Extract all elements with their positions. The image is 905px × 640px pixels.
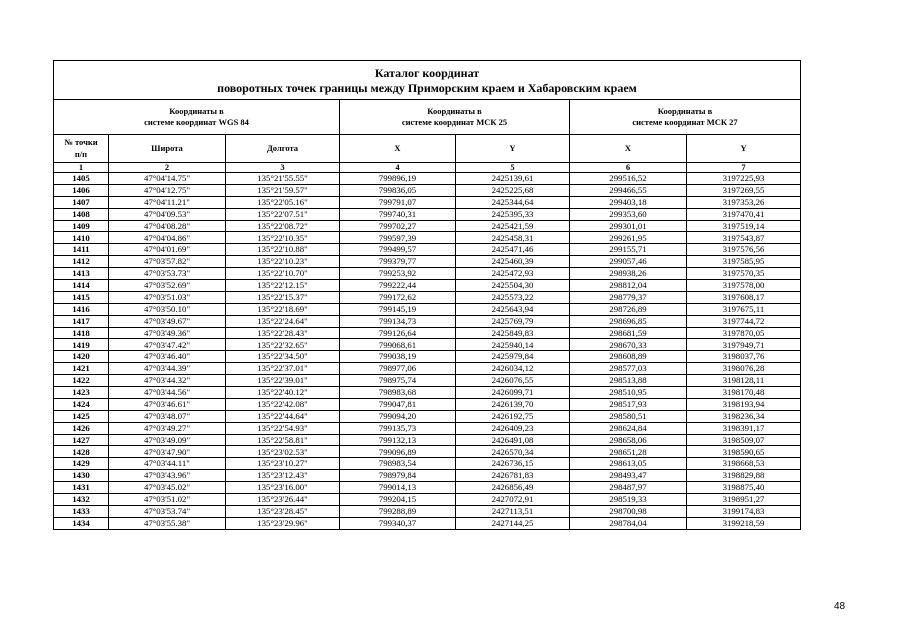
table-row: [54, 482, 801, 494]
msk25-x-cell: 799896,19: [340, 173, 456, 185]
msk27-y-cell: 3197570,35: [687, 268, 801, 280]
msk25-x-cell: 799740,31: [340, 208, 456, 220]
msk25-y-cell: 2425472,93: [456, 268, 570, 280]
msk25-x-cell: 799253,92: [340, 268, 456, 280]
point-number-cell: 1428: [54, 446, 109, 458]
table-row: [54, 303, 801, 315]
table-row: [54, 173, 801, 185]
header-longitude: Долгота: [226, 135, 340, 163]
msk25-x-cell: 798975,74: [340, 375, 456, 387]
msk25-y-cell: 2425979,84: [456, 351, 570, 363]
longitude-cell: 135°23'12.43": [226, 470, 340, 482]
longitude-cell: 135°23'16.00": [226, 482, 340, 494]
table-row: [54, 494, 801, 506]
table-row: [54, 339, 801, 351]
latitude-cell: 47°03'48.07": [109, 410, 226, 422]
msk27-x-cell: 298493,47: [570, 470, 687, 482]
point-number-cell: 1427: [54, 434, 109, 446]
table-row: [54, 363, 801, 375]
table-row: [54, 387, 801, 399]
latitude-cell: 47°03'53.74": [109, 505, 226, 517]
msk27-x-cell: 299261,95: [570, 232, 687, 244]
latitude-cell: 47°03'51.02": [109, 494, 226, 506]
msk25-y-cell: 2425344,64: [456, 196, 570, 208]
latitude-cell: 47°04'11.21": [109, 196, 226, 208]
header-latitude: Широта: [109, 135, 226, 163]
msk27-x-cell: 298938,26: [570, 268, 687, 280]
msk27-x-cell: 298608,89: [570, 351, 687, 363]
longitude-cell: 135°22'10.70": [226, 268, 340, 280]
point-number-cell: 1412: [54, 256, 109, 268]
msk25-x-cell: 799702,27: [340, 220, 456, 232]
msk27-x-cell: 298726,89: [570, 303, 687, 315]
table-row: [54, 410, 801, 422]
msk25-y-cell: 2425458,31: [456, 232, 570, 244]
latitude-cell: 47°03'47.42": [109, 339, 226, 351]
latitude-cell: 47°03'51.03": [109, 291, 226, 303]
msk25-x-cell: 798983,54: [340, 458, 456, 470]
point-number-cell: 1432: [54, 494, 109, 506]
catalog-title-cell: [54, 61, 801, 100]
point-number-cell: 1422: [54, 375, 109, 387]
msk25-x-cell: 799791,07: [340, 196, 456, 208]
msk25-x-cell: 799172,62: [340, 291, 456, 303]
msk27-y-cell: 3198829,88: [687, 470, 801, 482]
header-wgs84: Координаты в системе координат WGS 84: [54, 100, 340, 135]
latitude-cell: 47°03'49.27": [109, 422, 226, 434]
latitude-cell: 47°03'50.10": [109, 303, 226, 315]
msk27-x-cell: 298670,33: [570, 339, 687, 351]
msk25-x-cell: 799068,61: [340, 339, 456, 351]
point-number-cell: 1425: [54, 410, 109, 422]
point-number-cell: 1431: [54, 482, 109, 494]
point-number-cell: 1410: [54, 232, 109, 244]
msk27-x-cell: 299057,46: [570, 256, 687, 268]
msk25-y-cell: 2425573,22: [456, 291, 570, 303]
column-number: 7: [687, 163, 801, 173]
msk27-y-cell: 3197870,05: [687, 327, 801, 339]
msk27-y-cell: 3197576,56: [687, 244, 801, 256]
msk25-x-cell: 798983,68: [340, 387, 456, 399]
table-row: [54, 184, 801, 196]
latitude-cell: 47°03'55.38": [109, 517, 226, 529]
latitude-cell: 47°04'04.86": [109, 232, 226, 244]
msk27-x-cell: 298519,33: [570, 494, 687, 506]
longitude-cell: 135°21'55.55": [226, 173, 340, 185]
table-row: [54, 291, 801, 303]
latitude-cell: 47°03'44.56": [109, 387, 226, 399]
msk25-y-cell: 2425769,79: [456, 315, 570, 327]
latitude-cell: 47°03'46.61": [109, 398, 226, 410]
msk27-y-cell: 3198668,53: [687, 458, 801, 470]
longitude-cell: 135°22'12.15": [226, 280, 340, 292]
longitude-cell: 135°22'28.43": [226, 327, 340, 339]
column-number: 1: [54, 163, 109, 173]
msk25-y-cell: 2427144,25: [456, 517, 570, 529]
point-number-cell: 1429: [54, 458, 109, 470]
longitude-cell: 135°23'10.27": [226, 458, 340, 470]
column-number: 6: [570, 163, 687, 173]
catalog-title: Каталог координат: [374, 65, 480, 80]
header-msk25: Координаты в системе координат МСК 25: [340, 100, 570, 135]
msk25-y-cell: 2425471,46: [456, 244, 570, 256]
point-number-cell: 1424: [54, 398, 109, 410]
longitude-cell: 135°22'37.01": [226, 363, 340, 375]
point-number-cell: 1417: [54, 315, 109, 327]
latitude-cell: 47°03'44.11": [109, 458, 226, 470]
msk27-y-cell: 3198391,17: [687, 422, 801, 434]
msk25-y-cell: 2426139,70: [456, 398, 570, 410]
msk27-y-cell: 3199174,83: [687, 505, 801, 517]
msk25-x-cell: 799340,37: [340, 517, 456, 529]
point-number-cell: 1434: [54, 517, 109, 529]
latitude-cell: 47°03'52.69": [109, 280, 226, 292]
msk25-x-cell: 799038,19: [340, 351, 456, 363]
table-row: [54, 244, 801, 256]
msk27-x-cell: 298510,95: [570, 387, 687, 399]
longitude-cell: 135°22'24.64": [226, 315, 340, 327]
longitude-cell: 135°22'42.08": [226, 398, 340, 410]
column-number: 3: [226, 163, 340, 173]
coordinate-rows: [54, 173, 801, 530]
msk25-y-cell: 2425940,14: [456, 339, 570, 351]
longitude-cell: 135°22'15.37": [226, 291, 340, 303]
header-msk25-x: X: [340, 135, 456, 163]
msk27-y-cell: 3197353,26: [687, 196, 801, 208]
table-row: [54, 196, 801, 208]
msk27-y-cell: 3197949,71: [687, 339, 801, 351]
table-row: [54, 422, 801, 434]
latitude-cell: 47°03'49.36": [109, 327, 226, 339]
latitude-cell: 47°03'46.40": [109, 351, 226, 363]
latitude-cell: 47°04'01.69": [109, 244, 226, 256]
longitude-cell: 135°22'54.93": [226, 422, 340, 434]
longitude-cell: 135°22'07.51": [226, 208, 340, 220]
latitude-cell: 47°04'08.28": [109, 220, 226, 232]
longitude-cell: 135°22'08.72": [226, 220, 340, 232]
msk27-y-cell: 3197675,11: [687, 303, 801, 315]
latitude-cell: 47°03'57.82": [109, 256, 226, 268]
msk27-y-cell: 3197470,41: [687, 208, 801, 220]
longitude-cell: 135°22'10.35": [226, 232, 340, 244]
latitude-cell: 47°03'49.67": [109, 315, 226, 327]
table-row: [54, 268, 801, 280]
column-number: 4: [340, 163, 456, 173]
header-msk27-y: Y: [687, 135, 801, 163]
latitude-cell: 47°03'45.02": [109, 482, 226, 494]
msk25-x-cell: 799499,57: [340, 244, 456, 256]
longitude-cell: 135°22'18.69": [226, 303, 340, 315]
msk25-y-cell: 2426781,83: [456, 470, 570, 482]
msk27-x-cell: 298784,04: [570, 517, 687, 529]
longitude-cell: 135°22'10.23": [226, 256, 340, 268]
point-number-cell: 1426: [54, 422, 109, 434]
msk27-y-cell: 3197585,95: [687, 256, 801, 268]
msk27-y-cell: 3198037,76: [687, 351, 801, 363]
point-number-cell: 1421: [54, 363, 109, 375]
msk27-y-cell: 3197744,72: [687, 315, 801, 327]
msk27-y-cell: 3197519,14: [687, 220, 801, 232]
latitude-cell: 47°03'47.90": [109, 446, 226, 458]
msk25-y-cell: 2426736,15: [456, 458, 570, 470]
latitude-cell: 47°04'14.75": [109, 173, 226, 185]
msk27-y-cell: 3198236,34: [687, 410, 801, 422]
table-row: [54, 232, 801, 244]
longitude-cell: 135°22'58.81": [226, 434, 340, 446]
msk25-y-cell: 2425504,30: [456, 280, 570, 292]
msk25-y-cell: 2427072,91: [456, 494, 570, 506]
msk27-x-cell: 298613,05: [570, 458, 687, 470]
msk25-x-cell: 798979,84: [340, 470, 456, 482]
table-row: [54, 458, 801, 470]
latitude-cell: 47°03'44.39": [109, 363, 226, 375]
msk27-x-cell: 299301,01: [570, 220, 687, 232]
table-row: [54, 256, 801, 268]
msk27-y-cell: 3198128,11: [687, 375, 801, 387]
longitude-cell: 135°22'40.12": [226, 387, 340, 399]
longitude-cell: 135°22'10.88": [226, 244, 340, 256]
msk27-x-cell: 298681,59: [570, 327, 687, 339]
table-row: [54, 208, 801, 220]
point-number-cell: 1405: [54, 173, 109, 185]
column-number-row: [54, 163, 801, 173]
longitude-cell: 135°23'26.44": [226, 494, 340, 506]
msk25-x-cell: 799597,39: [340, 232, 456, 244]
msk27-x-cell: 298812,04: [570, 280, 687, 292]
msk27-x-cell: 299466,55: [570, 184, 687, 196]
point-number-cell: 1414: [54, 280, 109, 292]
msk27-x-cell: 298658,06: [570, 434, 687, 446]
coordinate-catalog-sheet: [53, 60, 800, 530]
msk27-x-cell: 299516,52: [570, 173, 687, 185]
msk25-x-cell: 799132,13: [340, 434, 456, 446]
table-row: [54, 375, 801, 387]
point-number-cell: 1413: [54, 268, 109, 280]
longitude-cell: 135°22'05.16": [226, 196, 340, 208]
msk25-y-cell: 2425421,59: [456, 220, 570, 232]
point-number-cell: 1419: [54, 339, 109, 351]
longitude-cell: 135°22'39.01": [226, 375, 340, 387]
table-row: [54, 280, 801, 292]
msk25-x-cell: 798977,06: [340, 363, 456, 375]
msk25-x-cell: 799288,89: [340, 505, 456, 517]
msk27-y-cell: 3198509,07: [687, 434, 801, 446]
header-msk27-x: X: [570, 135, 687, 163]
longitude-cell: 135°22'44.64": [226, 410, 340, 422]
msk25-x-cell: 799222,44: [340, 280, 456, 292]
msk27-y-cell: 3198875,40: [687, 482, 801, 494]
msk27-y-cell: 3198170,48: [687, 387, 801, 399]
latitude-cell: 47°03'53.73": [109, 268, 226, 280]
table-row: [54, 315, 801, 327]
point-number-cell: 1420: [54, 351, 109, 363]
longitude-cell: 135°22'34.50": [226, 351, 340, 363]
msk25-y-cell: 2425849,83: [456, 327, 570, 339]
msk27-y-cell: 3198590,65: [687, 446, 801, 458]
latitude-cell: 47°03'43.96": [109, 470, 226, 482]
latitude-cell: 47°04'12.75": [109, 184, 226, 196]
msk25-y-cell: 2425460,39: [456, 256, 570, 268]
table-row: [54, 434, 801, 446]
msk27-x-cell: 299353,60: [570, 208, 687, 220]
table-row: [54, 517, 801, 529]
longitude-cell: 135°22'32.65": [226, 339, 340, 351]
point-number-cell: 1415: [54, 291, 109, 303]
header-point-number: № точки п/п: [54, 135, 109, 163]
msk25-y-cell: 2425395,33: [456, 208, 570, 220]
msk25-x-cell: 799135,73: [340, 422, 456, 434]
msk27-y-cell: 3197578,00: [687, 280, 801, 292]
latitude-cell: 47°04'09.53": [109, 208, 226, 220]
msk25-y-cell: 2426034,12: [456, 363, 570, 375]
msk27-x-cell: 298624,84: [570, 422, 687, 434]
msk27-y-cell: 3198076,28: [687, 363, 801, 375]
msk27-y-cell: 3197225,93: [687, 173, 801, 185]
table-row: [54, 470, 801, 482]
msk25-y-cell: 2425643,94: [456, 303, 570, 315]
msk25-y-cell: 2426856,49: [456, 482, 570, 494]
msk27-x-cell: 299155,71: [570, 244, 687, 256]
column-number: 2: [109, 163, 226, 173]
point-number-cell: 1407: [54, 196, 109, 208]
catalog-subtitle: поворотных точек границы между Приморским краем и Хабаровским краем: [217, 80, 637, 95]
msk27-x-cell: 298779,37: [570, 291, 687, 303]
point-number-cell: 1416: [54, 303, 109, 315]
page-number: 48: [834, 601, 846, 612]
msk25-y-cell: 2426076,55: [456, 375, 570, 387]
msk25-x-cell: 799047,81: [340, 398, 456, 410]
msk27-x-cell: 298580,51: [570, 410, 687, 422]
msk25-x-cell: 799096,89: [340, 446, 456, 458]
msk27-x-cell: 298651,28: [570, 446, 687, 458]
msk25-y-cell: 2426491,08: [456, 434, 570, 446]
point-number-cell: 1430: [54, 470, 109, 482]
table-row: [54, 220, 801, 232]
point-number-cell: 1433: [54, 505, 109, 517]
msk27-x-cell: 298513,88: [570, 375, 687, 387]
point-number-cell: 1409: [54, 220, 109, 232]
msk27-y-cell: 3199218,59: [687, 517, 801, 529]
msk25-x-cell: 799836,05: [340, 184, 456, 196]
longitude-cell: 135°23'28.45": [226, 505, 340, 517]
msk27-x-cell: 298577,03: [570, 363, 687, 375]
coordinate-catalog-table: [53, 60, 801, 530]
msk25-y-cell: 2426192,75: [456, 410, 570, 422]
longitude-cell: 135°23'29.96": [226, 517, 340, 529]
msk25-y-cell: 2427113,51: [456, 505, 570, 517]
msk27-y-cell: 3197269,55: [687, 184, 801, 196]
table-row: [54, 327, 801, 339]
msk25-y-cell: 2426409,23: [456, 422, 570, 434]
table-row: [54, 398, 801, 410]
table-row: [54, 446, 801, 458]
msk25-x-cell: 799134,73: [340, 315, 456, 327]
msk25-x-cell: 799094,20: [340, 410, 456, 422]
msk27-x-cell: 299403,18: [570, 196, 687, 208]
msk25-y-cell: 2426570,34: [456, 446, 570, 458]
msk27-y-cell: 3198193,94: [687, 398, 801, 410]
point-number-cell: 1411: [54, 244, 109, 256]
msk25-x-cell: 799145,19: [340, 303, 456, 315]
msk25-x-cell: 799126,64: [340, 327, 456, 339]
table-row: [54, 351, 801, 363]
header-msk27: Координаты в системе координат МСК 27: [570, 100, 801, 135]
msk25-y-cell: 2425225,68: [456, 184, 570, 196]
longitude-cell: 135°21'59.57": [226, 184, 340, 196]
latitude-cell: 47°03'49.09": [109, 434, 226, 446]
msk25-x-cell: 799014,13: [340, 482, 456, 494]
point-number-cell: 1423: [54, 387, 109, 399]
msk27-y-cell: 3198951,27: [687, 494, 801, 506]
msk27-x-cell: 298487,97: [570, 482, 687, 494]
msk25-x-cell: 799379,77: [340, 256, 456, 268]
msk27-y-cell: 3197543,87: [687, 232, 801, 244]
point-number-cell: 1408: [54, 208, 109, 220]
header-msk25-y: Y: [456, 135, 570, 163]
latitude-cell: 47°03'44.32": [109, 375, 226, 387]
point-number-cell: 1418: [54, 327, 109, 339]
longitude-cell: 135°23'02.53": [226, 446, 340, 458]
msk25-y-cell: 2426099,71: [456, 387, 570, 399]
msk27-y-cell: 3197608,17: [687, 291, 801, 303]
msk27-x-cell: 298700,98: [570, 505, 687, 517]
table-row: [54, 505, 801, 517]
point-number-cell: 1406: [54, 184, 109, 196]
msk25-y-cell: 2425139,61: [456, 173, 570, 185]
msk27-x-cell: 298517,93: [570, 398, 687, 410]
msk25-x-cell: 799204,15: [340, 494, 456, 506]
msk27-x-cell: 298696,85: [570, 315, 687, 327]
column-number: 5: [456, 163, 570, 173]
